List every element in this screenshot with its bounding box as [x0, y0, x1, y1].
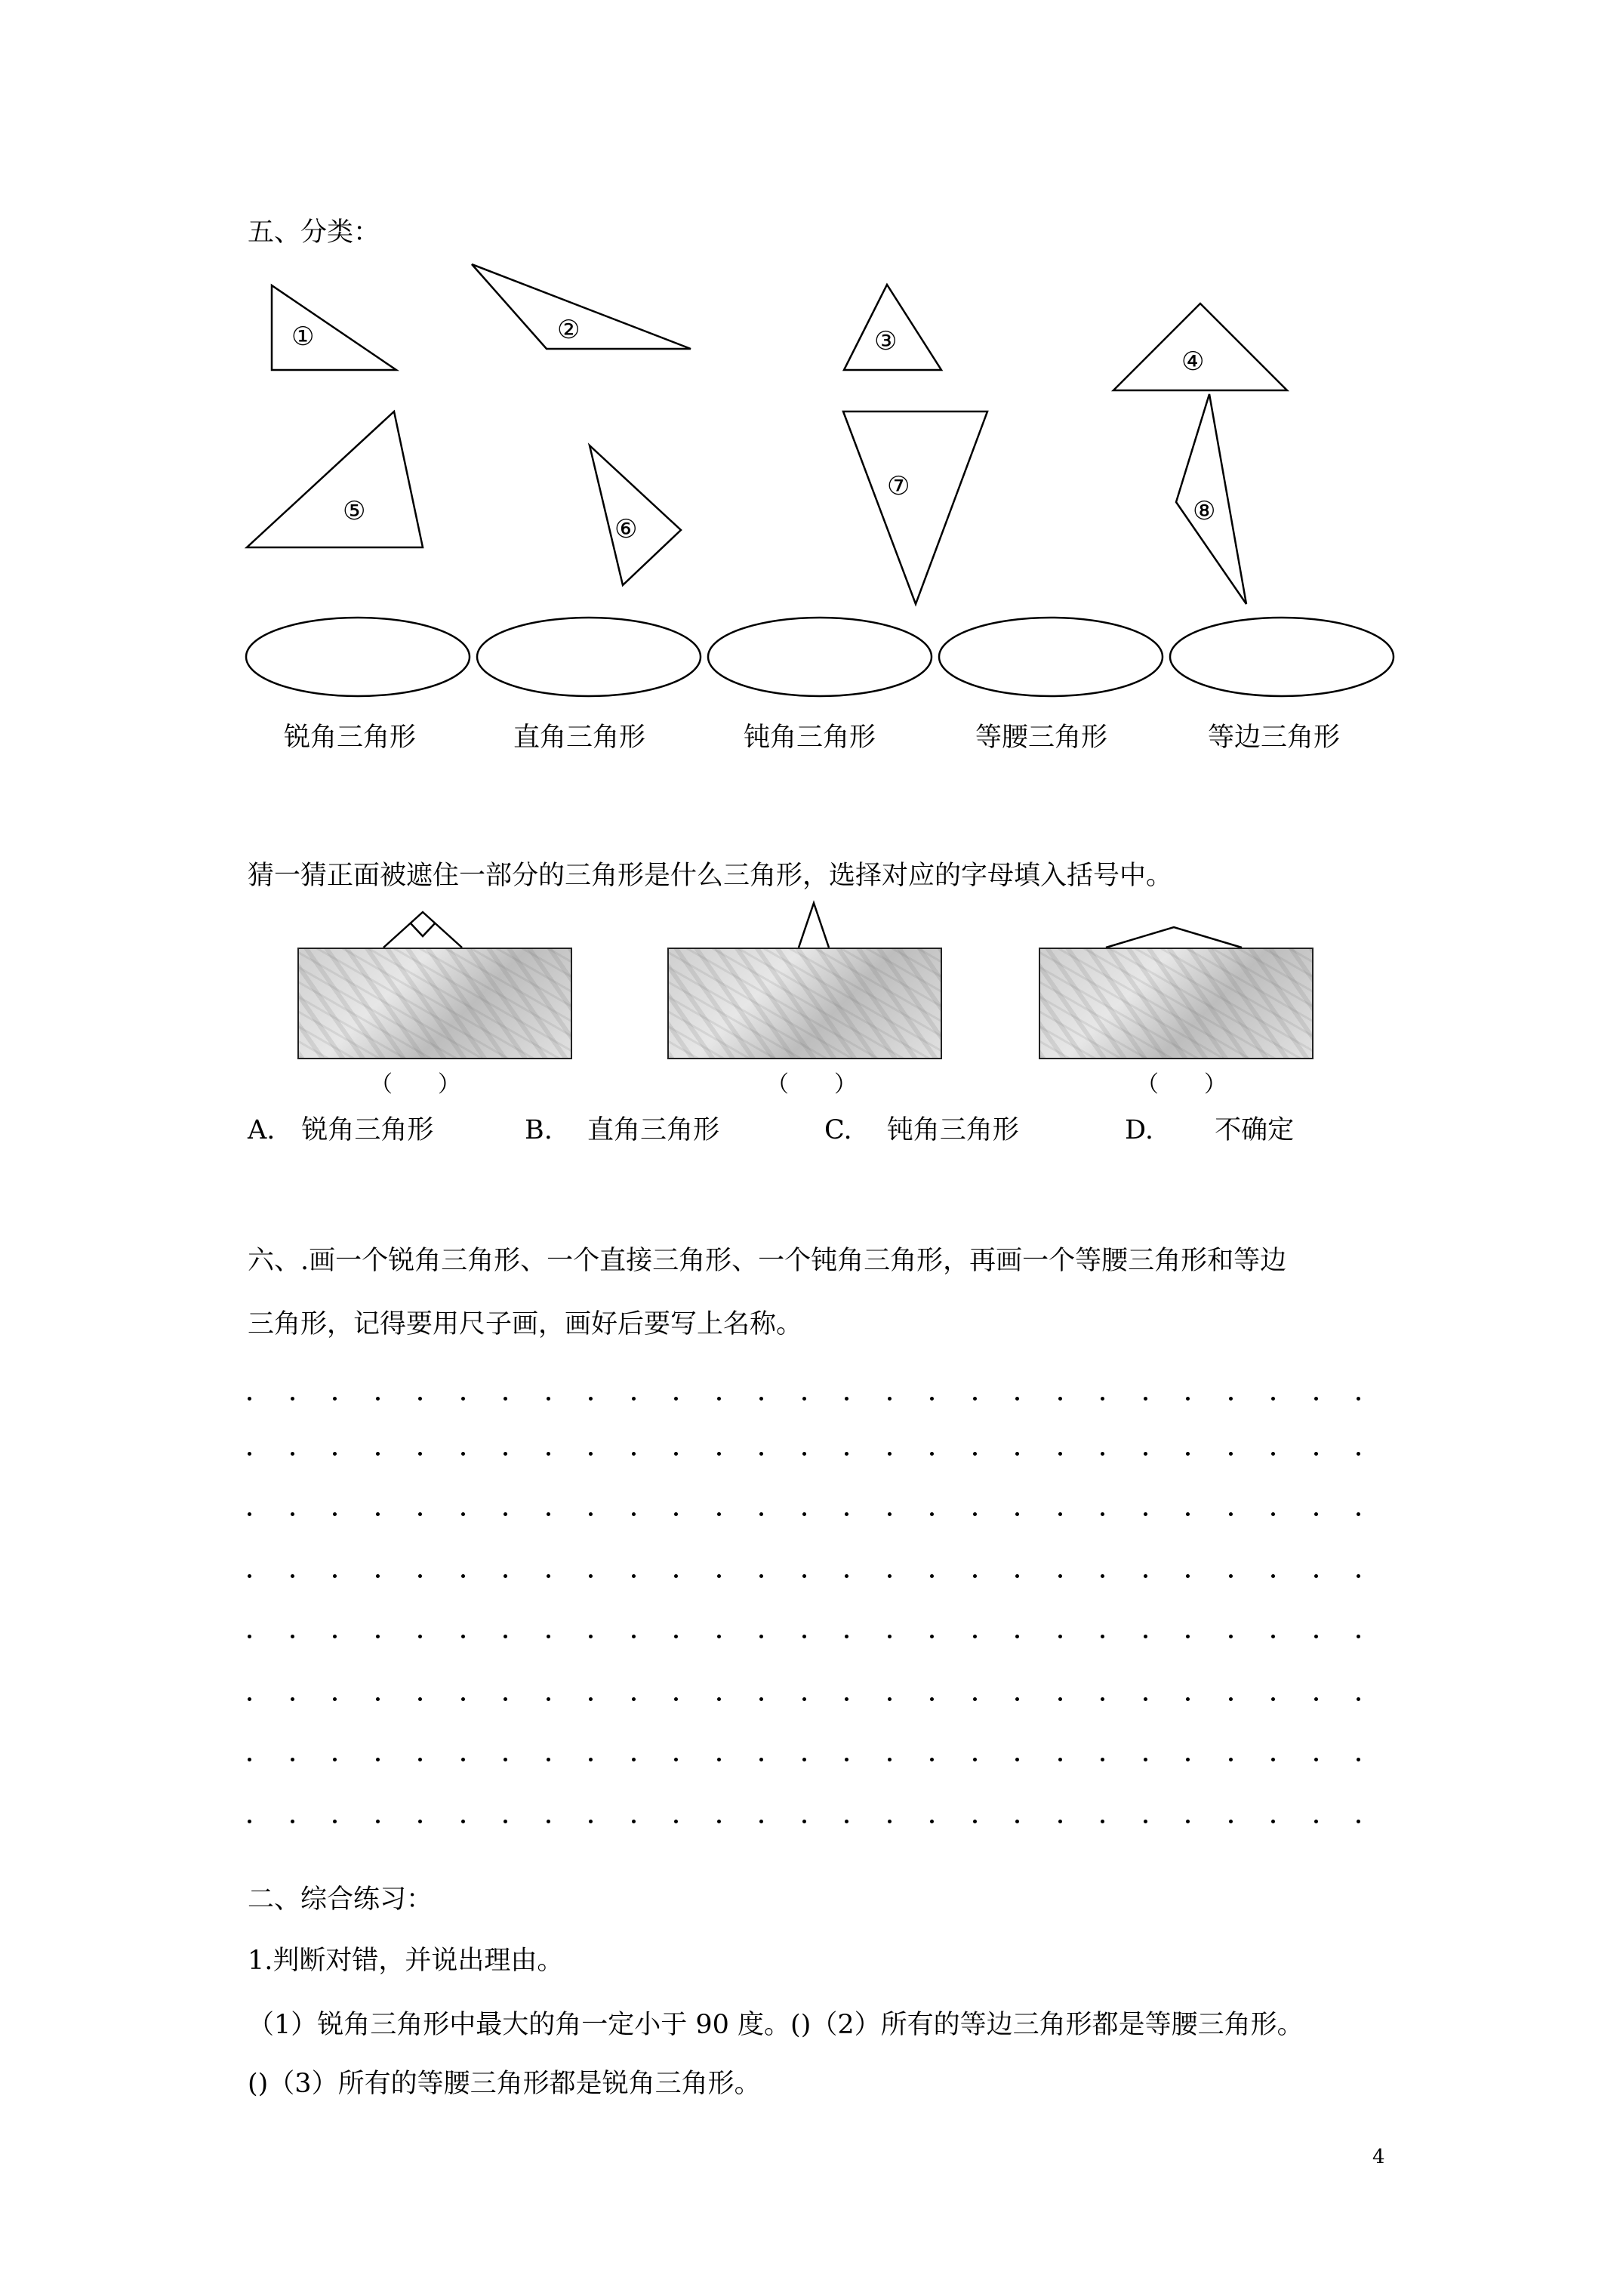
- judgement-line-2: ()（3）所有的等腰三角形都是锐角三角形。: [248, 2069, 761, 2099]
- grid-dot: [1144, 1397, 1147, 1401]
- grid-dot: [376, 1820, 380, 1823]
- grid-dot: [930, 1697, 934, 1701]
- triangle-number-8: ⑧: [1193, 496, 1216, 526]
- grid-dot: [589, 1512, 593, 1516]
- grid-dot: [674, 1512, 678, 1516]
- grid-dot: [973, 1452, 977, 1456]
- grid-dot: [888, 1452, 892, 1456]
- grid-dot: [845, 1820, 848, 1823]
- judgement-line-1: （1）锐角三角形中最大的角一定小于 90 度。()（2）所有的等边三角形都是等腰三角形。: [248, 2010, 1304, 2040]
- grid-dot: [717, 1397, 721, 1401]
- grid-dot: [888, 1635, 892, 1638]
- grid-dot: [1015, 1758, 1019, 1761]
- oval-equilateral: [1170, 618, 1394, 696]
- grid-dot: [1144, 1635, 1147, 1638]
- covered-triangle-1-square: [411, 923, 435, 936]
- grid-dot: [759, 1635, 763, 1638]
- grid-dot: [589, 1758, 593, 1761]
- grid-dot: [461, 1758, 465, 1761]
- grid-dot: [461, 1452, 465, 1456]
- grid-dot: [1101, 1574, 1104, 1578]
- grid-dot: [547, 1452, 550, 1456]
- grid-dot: [547, 1397, 550, 1401]
- grid-dot: [1314, 1697, 1318, 1701]
- grid-dot: [1058, 1758, 1062, 1761]
- answer-blank-3[interactable]: （ ）: [1136, 1071, 1227, 1098]
- grid-dot: [1357, 1820, 1360, 1823]
- grid-dot: [248, 1697, 251, 1701]
- grid-dot: [1271, 1452, 1275, 1456]
- grid-dot: [1229, 1635, 1233, 1638]
- grid-dot: [888, 1397, 892, 1401]
- grid-dot: [376, 1758, 380, 1761]
- grid-dot: [1101, 1820, 1104, 1823]
- triangle-number-6: ⑥: [614, 514, 638, 544]
- grid-dot: [802, 1512, 806, 1516]
- label-obtuse: 钝角三角形: [744, 723, 876, 753]
- oval-right: [477, 618, 701, 696]
- grid-dot: [333, 1758, 337, 1761]
- grid-dot: [930, 1397, 934, 1401]
- grid-dot: [248, 1820, 251, 1823]
- grid-dot: [930, 1758, 934, 1761]
- triangle-number-3: ③: [874, 326, 898, 356]
- triangle-2: [472, 264, 691, 349]
- covered-triangle-3-top: [1106, 927, 1242, 948]
- grid-dot: [674, 1397, 678, 1401]
- grid-dot: [1271, 1512, 1275, 1516]
- grid-dot: [291, 1397, 294, 1401]
- option-d: D. 不确定: [1125, 1115, 1295, 1145]
- grid-dot: [888, 1758, 892, 1761]
- grid-dot: [589, 1397, 593, 1401]
- grid-dot: [632, 1820, 636, 1823]
- grid-dot: [1101, 1512, 1104, 1516]
- oval-isosceles: [939, 618, 1163, 696]
- grid-dot: [845, 1758, 848, 1761]
- grid-dot: [376, 1697, 380, 1701]
- grid-dot: [973, 1820, 977, 1823]
- grid-dot: [1229, 1820, 1233, 1823]
- section6-line2: 三角形，记得要用尺子画，画好后要写上名称。: [248, 1309, 803, 1339]
- grid-dot: [1186, 1758, 1190, 1761]
- grid-dot: [930, 1820, 934, 1823]
- grid-dot: [1058, 1512, 1062, 1516]
- grid-dot: [291, 1635, 294, 1638]
- grid-dot: [504, 1820, 507, 1823]
- grid-dot: [674, 1758, 678, 1761]
- grid-dot: [1015, 1512, 1019, 1516]
- grid-dot: [674, 1820, 678, 1823]
- grid-dot: [1015, 1452, 1019, 1456]
- grid-dot: [461, 1635, 465, 1638]
- grid-dot: [1101, 1635, 1104, 1638]
- grid-dot: [461, 1697, 465, 1701]
- triangle-number-7: ⑦: [887, 471, 910, 501]
- grid-dot: [333, 1697, 337, 1701]
- grid-dot: [674, 1635, 678, 1638]
- grid-dot: [418, 1697, 422, 1701]
- grid-dot: [376, 1574, 380, 1578]
- grid-dot: [717, 1512, 721, 1516]
- grid-dot: [632, 1574, 636, 1578]
- grid-dot: [1357, 1758, 1360, 1761]
- grid-dot: [973, 1574, 977, 1578]
- grid-dot: [1229, 1452, 1233, 1456]
- option-b: B. 直角三角形: [525, 1115, 719, 1145]
- grid-dot: [973, 1397, 977, 1401]
- grid-dot: [589, 1820, 593, 1823]
- grid-dot: [674, 1574, 678, 1578]
- grid-dot: [248, 1574, 251, 1578]
- dot-row: [248, 1635, 1365, 1650]
- grid-dot: [1058, 1397, 1062, 1401]
- grid-dot: [504, 1397, 507, 1401]
- grid-dot: [589, 1635, 593, 1638]
- grid-dot: [1101, 1758, 1104, 1761]
- grid-dot: [632, 1397, 636, 1401]
- grid-dot: [333, 1452, 337, 1456]
- grid-dot: [1229, 1574, 1233, 1578]
- grid-dot: [589, 1697, 593, 1701]
- grid-dot: [1058, 1697, 1062, 1701]
- grid-dot: [547, 1635, 550, 1638]
- grid-dot: [802, 1397, 806, 1401]
- grid-dot: [291, 1758, 294, 1761]
- grid-dot: [973, 1697, 977, 1701]
- grid-dot: [973, 1635, 977, 1638]
- label-acute: 锐角三角形: [284, 723, 417, 753]
- dot-row: [248, 1820, 1365, 1835]
- grid-dot: [1314, 1512, 1318, 1516]
- grid-dot: [333, 1512, 337, 1516]
- grid-dot: [1186, 1452, 1190, 1456]
- grid-dot: [802, 1697, 806, 1701]
- label-isosceles: 等腰三角形: [975, 723, 1108, 753]
- grid-dot: [547, 1574, 550, 1578]
- grid-dot: [418, 1820, 422, 1823]
- grid-dot: [1144, 1758, 1147, 1761]
- grid-dot: [1271, 1758, 1275, 1761]
- grid-dot: [504, 1574, 507, 1578]
- dot-row: [248, 1758, 1365, 1773]
- grid-dot: [1015, 1820, 1019, 1823]
- grid-dot: [1271, 1397, 1275, 1401]
- triangle-5: [247, 411, 423, 547]
- triangle-number-2: ②: [557, 315, 581, 345]
- grid-dot: [1314, 1635, 1318, 1638]
- label-right: 直角三角形: [513, 723, 646, 753]
- grid-dot: [461, 1574, 465, 1578]
- cover-box-1: [297, 948, 572, 1059]
- grid-dot: [1357, 1397, 1360, 1401]
- grid-dot: [1101, 1397, 1104, 1401]
- grid-dot: [759, 1397, 763, 1401]
- grid-dot: [888, 1512, 892, 1516]
- grid-dot: [248, 1397, 251, 1401]
- grid-dot: [717, 1574, 721, 1578]
- grid-dot: [333, 1397, 337, 1401]
- covered-triangle-2-top: [799, 903, 829, 948]
- grid-dot: [759, 1574, 763, 1578]
- grid-dot: [504, 1758, 507, 1761]
- grid-dot: [930, 1574, 934, 1578]
- grid-dot: [589, 1452, 593, 1456]
- grid-dot: [888, 1574, 892, 1578]
- grid-dot: [589, 1574, 593, 1578]
- grid-dot: [845, 1574, 848, 1578]
- grid-dot: [418, 1452, 422, 1456]
- dot-row: [248, 1397, 1365, 1412]
- grid-dot: [333, 1635, 337, 1638]
- grid-dot: [1357, 1452, 1360, 1456]
- grid-dot: [1314, 1758, 1318, 1761]
- grid-dot: [333, 1574, 337, 1578]
- grid-dot: [1144, 1452, 1147, 1456]
- grid-dot: [1101, 1697, 1104, 1701]
- grid-dot: [973, 1512, 977, 1516]
- grid-dot: [1058, 1820, 1062, 1823]
- grid-dot: [1229, 1397, 1233, 1401]
- grid-dot: [1186, 1635, 1190, 1638]
- grid-dot: [248, 1512, 251, 1516]
- grid-dot: [717, 1758, 721, 1761]
- section6-line1: 六、.画一个锐角三角形、一个直接三角形、一个钝角三角形，再画一个等腰三角形和等边: [248, 1246, 1287, 1276]
- grid-dot: [632, 1512, 636, 1516]
- grid-dot: [1229, 1697, 1233, 1701]
- grid-dot: [504, 1635, 507, 1638]
- grid-dot: [504, 1512, 507, 1516]
- dot-row: [248, 1574, 1365, 1589]
- grid-dot: [547, 1758, 550, 1761]
- grid-dot: [845, 1512, 848, 1516]
- grid-dot: [1186, 1512, 1190, 1516]
- cover-box-3: [1039, 948, 1313, 1059]
- grid-dot: [802, 1758, 806, 1761]
- grid-dot: [418, 1512, 422, 1516]
- grid-dot: [461, 1512, 465, 1516]
- grid-dot: [1186, 1574, 1190, 1578]
- grid-dot: [1186, 1397, 1190, 1401]
- grid-dot: [504, 1697, 507, 1701]
- grid-dot: [1144, 1697, 1147, 1701]
- oval-acute: [246, 618, 470, 696]
- grid-dot: [1186, 1697, 1190, 1701]
- grid-dot: [1015, 1635, 1019, 1638]
- answer-blank-1[interactable]: （ ）: [370, 1071, 460, 1098]
- grid-dot: [717, 1452, 721, 1456]
- grid-dot: [759, 1820, 763, 1823]
- grid-dot: [632, 1758, 636, 1761]
- triangle-number-4: ④: [1181, 347, 1205, 377]
- grid-dot: [632, 1635, 636, 1638]
- grid-dot: [1271, 1574, 1275, 1578]
- grid-dot: [1144, 1512, 1147, 1516]
- grid-dot: [1101, 1452, 1104, 1456]
- grid-dot: [759, 1452, 763, 1456]
- grid-dot: [1058, 1574, 1062, 1578]
- grid-dot: [717, 1820, 721, 1823]
- grid-dot: [845, 1397, 848, 1401]
- grid-dot: [1058, 1635, 1062, 1638]
- grid-dot: [759, 1697, 763, 1701]
- label-equilateral: 等边三角形: [1208, 723, 1341, 753]
- grid-dot: [1314, 1574, 1318, 1578]
- grid-dot: [1058, 1452, 1062, 1456]
- grid-dot: [1357, 1697, 1360, 1701]
- grid-dot: [674, 1452, 678, 1456]
- grid-dot: [845, 1635, 848, 1638]
- grid-dot: [1357, 1635, 1360, 1638]
- dot-row: [248, 1697, 1365, 1712]
- grid-dot: [1144, 1820, 1147, 1823]
- answer-blank-2[interactable]: （ ）: [766, 1071, 857, 1098]
- grid-dot: [632, 1452, 636, 1456]
- grid-dot: [888, 1820, 892, 1823]
- grid-dot: [418, 1574, 422, 1578]
- grid-dot: [418, 1397, 422, 1401]
- grid-dot: [888, 1697, 892, 1701]
- section2-title: 二、综合练习：: [248, 1885, 433, 1915]
- grid-dot: [1015, 1574, 1019, 1578]
- grid-dot: [248, 1758, 251, 1761]
- grid-dot: [1229, 1758, 1233, 1761]
- grid-dot: [547, 1512, 550, 1516]
- grid-dot: [1357, 1512, 1360, 1516]
- grid-dot: [802, 1574, 806, 1578]
- grid-dot: [376, 1512, 380, 1516]
- triangle-7: [843, 411, 987, 604]
- grid-dot: [1229, 1512, 1233, 1516]
- section5-title: 五、分类：: [248, 217, 380, 248]
- option-c: C. 钝角三角形: [824, 1115, 1019, 1145]
- grid-dot: [1271, 1820, 1275, 1823]
- guess-prompt: 猜一猜正面被遮住一部分的三角形是什么三角形，选择对应的字母填入括号中。: [248, 861, 1173, 891]
- page-number: 4: [1372, 2146, 1385, 2168]
- grid-dot: [1015, 1397, 1019, 1401]
- grid-dot: [845, 1452, 848, 1456]
- grid-dot: [291, 1452, 294, 1456]
- grid-dot: [759, 1758, 763, 1761]
- grid-dot: [845, 1697, 848, 1701]
- oval-obtuse: [708, 618, 932, 696]
- grid-dot: [248, 1452, 251, 1456]
- grid-dot: [717, 1697, 721, 1701]
- grid-dot: [1314, 1820, 1318, 1823]
- grid-dot: [1271, 1697, 1275, 1701]
- grid-dot: [1186, 1820, 1190, 1823]
- dot-row: [248, 1452, 1365, 1467]
- grid-dot: [418, 1635, 422, 1638]
- grid-dot: [717, 1635, 721, 1638]
- grid-dot: [930, 1512, 934, 1516]
- grid-dot: [461, 1820, 465, 1823]
- triangle-1: [272, 285, 396, 370]
- grid-dot: [1314, 1397, 1318, 1401]
- grid-dot: [802, 1635, 806, 1638]
- grid-dot: [376, 1452, 380, 1456]
- grid-dot: [291, 1697, 294, 1701]
- grid-dot: [333, 1820, 337, 1823]
- grid-dot: [1314, 1452, 1318, 1456]
- grid-dot: [291, 1820, 294, 1823]
- grid-dot: [930, 1635, 934, 1638]
- question-1: 1.判断对错，并说出理由。: [248, 1946, 564, 1976]
- grid-dot: [802, 1452, 806, 1456]
- triangle-number-1: ①: [291, 322, 315, 352]
- grid-dot: [461, 1397, 465, 1401]
- cover-box-2: [667, 948, 942, 1059]
- grid-dot: [1144, 1574, 1147, 1578]
- grid-dot: [547, 1820, 550, 1823]
- grid-dot: [418, 1758, 422, 1761]
- triangle-number-5: ⑤: [343, 496, 366, 526]
- grid-dot: [674, 1697, 678, 1701]
- grid-dot: [291, 1574, 294, 1578]
- covered-triangle-1-top: [383, 912, 462, 948]
- grid-dot: [248, 1635, 251, 1638]
- grid-dot: [547, 1697, 550, 1701]
- grid-dot: [1271, 1635, 1275, 1638]
- grid-dot: [291, 1512, 294, 1516]
- grid-dot: [376, 1635, 380, 1638]
- dot-row: [248, 1512, 1365, 1527]
- grid-dot: [930, 1452, 934, 1456]
- grid-dot: [759, 1512, 763, 1516]
- grid-dot: [376, 1397, 380, 1401]
- grid-dot: [504, 1452, 507, 1456]
- grid-dot: [1357, 1574, 1360, 1578]
- option-a: A. 锐角三角形: [248, 1115, 434, 1145]
- grid-dot: [973, 1758, 977, 1761]
- grid-dot: [632, 1697, 636, 1701]
- grid-dot: [1015, 1697, 1019, 1701]
- grid-dot: [802, 1820, 806, 1823]
